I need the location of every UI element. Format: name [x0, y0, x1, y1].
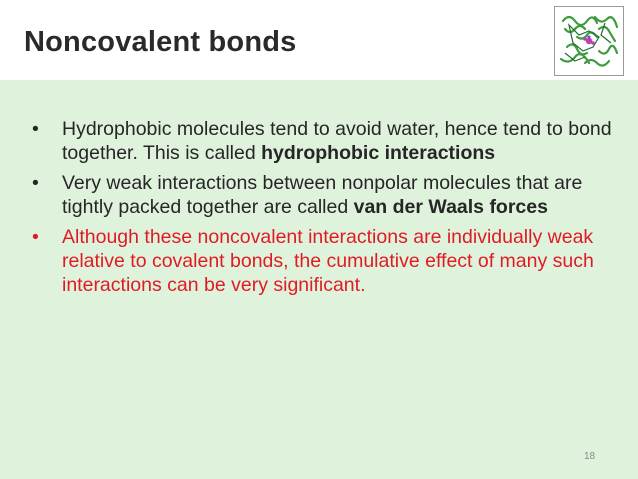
bullet-item-van-der-waals [30, 171, 626, 219]
content-area [0, 80, 638, 479]
bullet-text: Hydrophobic molecules tend to avoid water, hence tend to bond together. This is called [62, 118, 612, 164]
bullet-item-hydrophobic [30, 117, 626, 165]
bullet-dot-icon: • [32, 118, 39, 140]
protein-structure-icon [554, 6, 624, 76]
bullet-dot-icon: • [32, 172, 39, 194]
bullet-item-cumulative-effect [30, 225, 626, 297]
bullet-dot-icon: • [32, 226, 39, 248]
page-number: 18 [584, 451, 596, 462]
bullet-list [30, 117, 626, 303]
slide-title: Noncovalent bonds [24, 26, 297, 58]
bullet-text: Although these noncovalent interactions are individually weak relative to covalent bonds, the cumulative effect of many such interactions can be very significant. [62, 226, 594, 296]
bullet-bold-term: van der Waals forces [353, 196, 548, 218]
bullet-text: Very weak interactions between nonpolar molecules that are tightly packed together are called [62, 172, 583, 218]
title-bar [0, 0, 638, 80]
bullet-bold-term: hydrophobic interactions [261, 142, 496, 164]
